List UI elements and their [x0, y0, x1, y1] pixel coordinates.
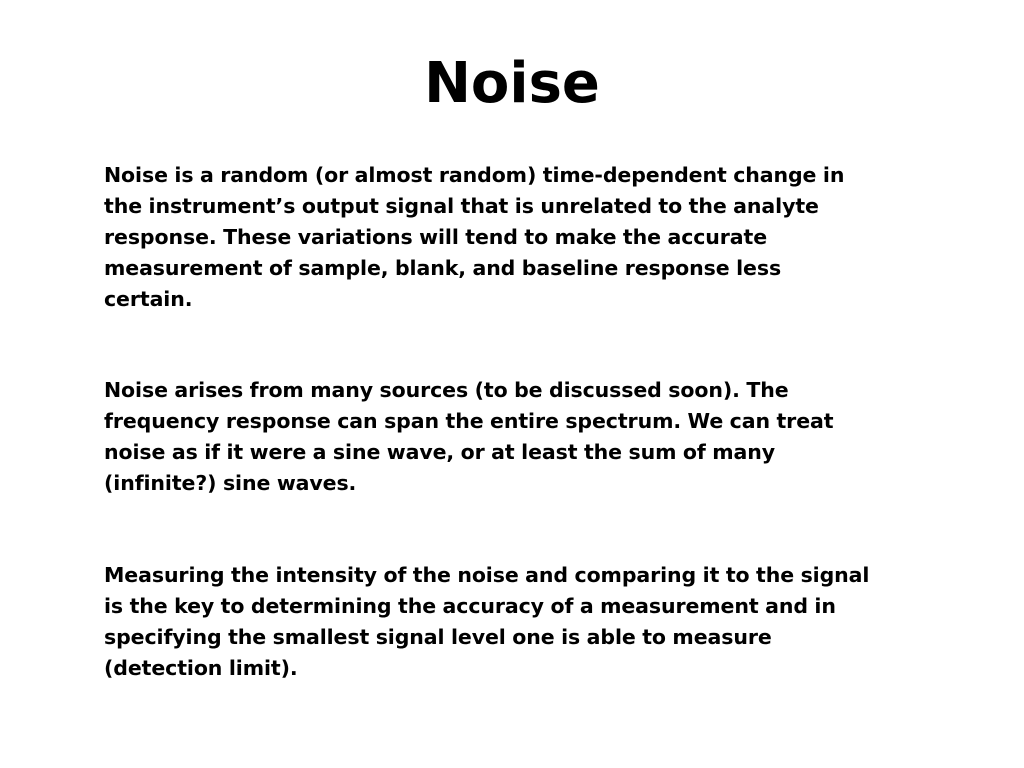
paragraph-noise-measurement [104, 560, 934, 684]
paragraph-noise-sources [104, 375, 934, 499]
paragraph-line: Noise is a random (or almost random) time-dependent change in [104, 163, 845, 187]
paragraph-line: Noise arises from many sources (to be discussed soon). The [104, 378, 789, 402]
slide-title: Noise [424, 51, 600, 116]
paragraph-line: the instrument’s output signal that is unrelated to the analyte [104, 194, 819, 218]
paragraph-line: certain. [104, 287, 193, 311]
paragraph-line: noise as if it were a sine wave, or at least the sum of many [104, 440, 775, 464]
paragraph-noise-definition [104, 160, 934, 315]
paragraph-line: response. These variations will tend to make the accurate [104, 225, 768, 249]
paragraph-line: specifying the smallest signal level one is able to measure [104, 625, 772, 649]
paragraph-line: is the key to determining the accuracy of a measurement and in [104, 594, 836, 618]
paragraph-line: frequency response can span the entire spectrum. We can treat [104, 409, 834, 433]
paragraph-line: Measuring the intensity of the noise and comparing it to the signal [104, 563, 870, 587]
paragraph-line: measurement of sample, blank, and baseline response less [104, 256, 782, 280]
paragraph-line: (detection limit). [104, 656, 298, 680]
paragraph-line: (infinite?) sine waves. [104, 471, 357, 495]
